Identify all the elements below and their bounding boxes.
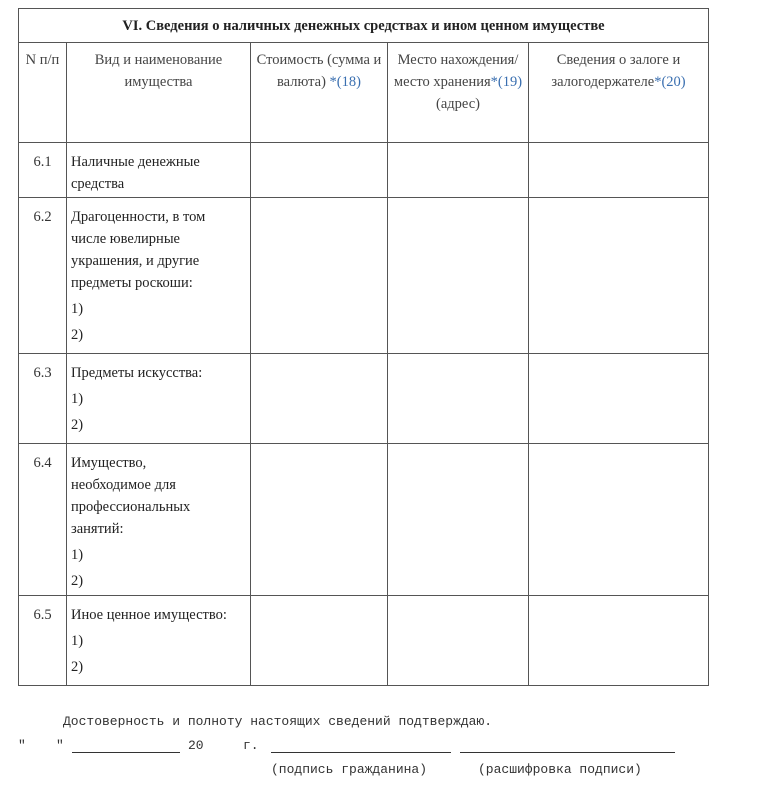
row-description [67,143,251,198]
row-number: 6.2 [19,198,67,354]
header-cost [251,43,388,143]
table-row [19,596,709,686]
place-cell[interactable] [388,444,529,596]
year-prefix: 20 [188,738,204,753]
signature-caption: (подпись гражданина) [271,762,428,777]
year-suffix: г. [243,738,259,753]
header-num: N п/п [19,43,67,143]
footnote-ref-19[interactable]: *(19) [490,74,523,90]
header-row [19,43,709,143]
header-place-text: Место нахождения/место хранения [393,52,519,90]
header-cost-text: Стоимость (сумма и валюта) [256,52,382,90]
header-place-tail: (адрес) [436,96,480,112]
description-line: украшения, и другие [71,253,200,269]
row-description [67,596,251,686]
confirm-statement: Достоверность и полноту настоящих сведений подтверждаю. [63,714,493,729]
row-number: 6.1 [19,143,67,198]
sub-item-number: 2) [71,573,84,589]
cost-cell[interactable] [251,354,388,444]
sub-item-number: 1) [71,391,84,407]
table-row [19,444,709,596]
sub-item-number: 2) [71,659,84,675]
date-blank-line[interactable] [72,752,180,753]
row-description [67,444,251,596]
description-line: Имущество, [71,455,147,471]
table-row [19,143,709,198]
quote-close: " [56,738,64,753]
row-number: 6.4 [19,444,67,596]
pledge-cell[interactable] [529,198,709,354]
sub-item-number: 2) [71,417,84,433]
header-pledge-text: Сведения о залоге и залогодержателе [551,52,681,90]
cost-cell[interactable] [251,596,388,686]
property-table [18,8,709,686]
row-description [67,354,251,444]
description-line: Предметы искусства: [71,365,203,381]
table-row [19,198,709,354]
table-body [19,143,709,686]
header-pledge [529,43,709,143]
sub-item-number: 1) [71,301,84,317]
sub-item-number: 1) [71,633,84,649]
pledge-cell[interactable] [529,444,709,596]
row-description [67,198,251,354]
header-kind: Вид и наименование имущества [67,43,251,143]
place-cell[interactable] [388,143,529,198]
section-title: VI. Сведения о наличных денежных средствах и ином ценном имуществе [19,9,709,43]
signature-decode-line[interactable] [460,752,675,753]
table-row [19,354,709,444]
footnote-ref-18[interactable]: *(18) [329,74,361,90]
description-line: средства [71,176,125,192]
description-line: числе ювелирные [71,231,180,247]
cost-cell[interactable] [251,143,388,198]
description-line: Драгоценности, в том [71,209,206,225]
cost-cell[interactable] [251,444,388,596]
place-cell[interactable] [388,354,529,444]
place-cell[interactable] [388,596,529,686]
place-cell[interactable] [388,198,529,354]
description-line: занятий: [71,521,124,537]
row-number: 6.5 [19,596,67,686]
description-line: Наличные денежные [71,154,200,170]
pledge-cell[interactable] [529,143,709,198]
footnote-ref-20[interactable]: *(20) [654,74,686,90]
signature-line[interactable] [271,752,451,753]
description-line: профессиональных [71,499,191,515]
sub-item-number: 2) [71,327,84,343]
sub-item-number: 1) [71,547,84,563]
cost-cell[interactable] [251,198,388,354]
header-place [388,43,529,143]
description-line: необходимое для [71,477,176,493]
row-number: 6.3 [19,354,67,444]
description-line: предметы роскоши: [71,275,193,291]
pledge-cell[interactable] [529,596,709,686]
pledge-cell[interactable] [529,354,709,444]
quote-open: " [18,738,26,753]
description-line: Иное ценное имущество: [71,607,227,623]
signature-decode-caption: (расшифровка подписи) [478,762,642,777]
